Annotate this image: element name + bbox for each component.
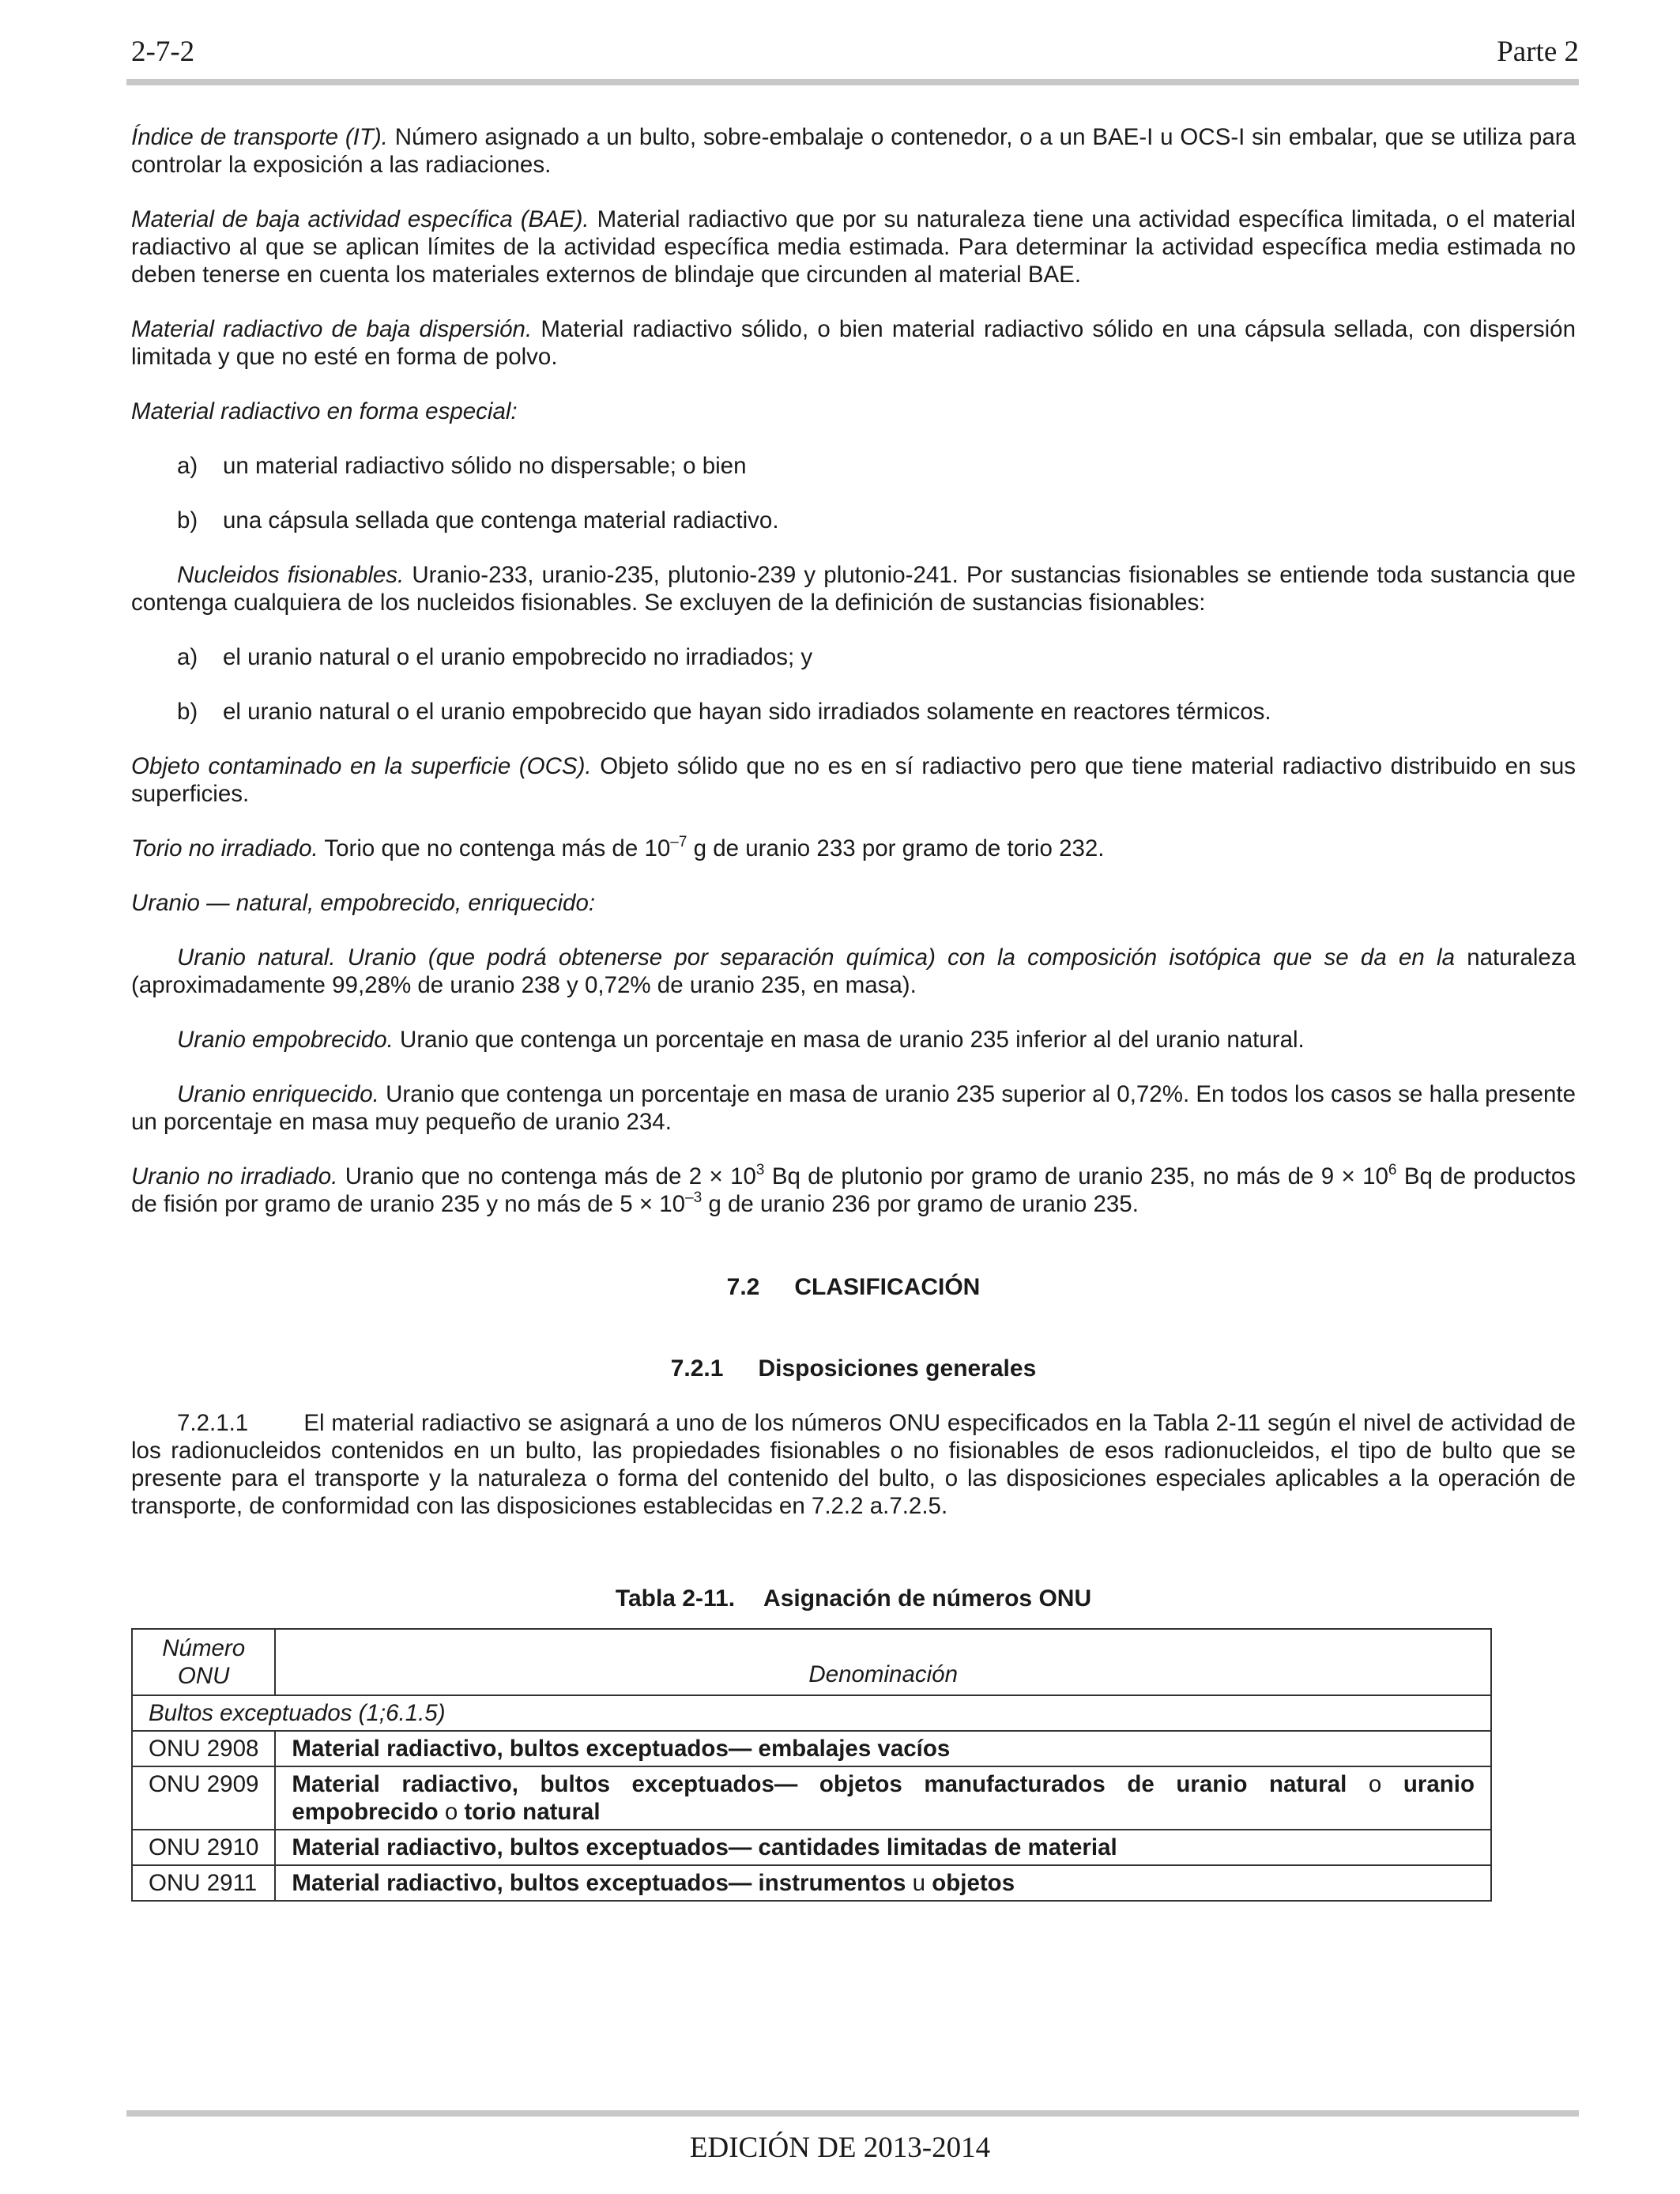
group-label: Bultos exceptuados (1;6.1.5) (132, 1695, 1491, 1731)
item-text: un material radiactivo sólido no dispersable; o bien (223, 453, 747, 479)
description-bold: torio natural (464, 1799, 601, 1825)
description-bold: Material radiactivo, bultos exceptuados— objetos manufacturados de uranio natural (292, 1771, 1347, 1797)
page-number: 2-7-2 (131, 36, 195, 68)
definition-it (131, 123, 1576, 179)
item-text: el uranio natural o el uranio empobrecido no irradiados; y (223, 644, 813, 670)
list-item (131, 643, 1576, 671)
column-header-name: Denominación (275, 1629, 1491, 1695)
table-row (132, 1766, 1491, 1830)
definition-text: Uranio que contenga un porcentaje en masa de uranio 235 superior al 0,72%. En todos los casos se halla presente un porcentaje en masa muy pequeño de uranio 234. (131, 1081, 1576, 1135)
subsection-heading (131, 1355, 1576, 1382)
item-text: el uranio natural o el uranio empobrecido que hayan sido irradiados solamente en reactores térmicos. (223, 699, 1271, 725)
paragraph-7-2-1-1: 7.2.1.1 El material radiactivo se asignará a uno de los números ONU especificados en la Tabla 2-11 según el nivel de actividad de los radionucleidos contenidos en un bulto, las propiedades fisionables o no fisionables de esos radionucleidos, el tipo de bulto que se presente para el transporte y la naturaleza o forma del contenido del bulto, o las disposiciones especiales aplicables a la operación de transporte, de conformidad con las disposiciones establecidas en 7.2.2 a.7.2.5. (131, 1410, 1583, 1519)
onu-number: ONU 2908 (132, 1731, 275, 1766)
description-connector: o (1347, 1771, 1403, 1797)
definition-depleted-uranium (131, 1026, 1576, 1054)
definition-text: Bq de plutonio por gramo de uranio 235, no más de 9 × 10 (764, 1163, 1388, 1189)
item-label: a) (177, 644, 198, 670)
definition-text: naturaleza (aproximadamente 99,28% de uranio 238 y 0,72% de uranio 235, en masa). (131, 944, 1576, 998)
subsection-number: 7.2.1 (670, 1355, 724, 1382)
column-header-number: Número ONU (132, 1629, 275, 1695)
onu-number: ONU 2910 (132, 1830, 275, 1865)
table-row (132, 1830, 1491, 1865)
definition-low-dispersion (131, 315, 1576, 371)
list-item (131, 452, 1576, 480)
definition-text: Uranio que contenga un porcentaje en masa de uranio 235 inferior al del uranio natural. (393, 1027, 1305, 1053)
term: Material de baja actividad específica (BAE). (131, 206, 590, 232)
header-rule (126, 79, 1579, 85)
table-title (131, 1585, 1576, 1612)
term: Material radiactivo de baja dispersión. (131, 316, 533, 342)
term: Objeto contaminado en la superficie (OCS). (131, 753, 592, 779)
description-bold: Material radiactivo, bultos exceptuados— embalajes vacíos (292, 1736, 951, 1762)
description-bold: Material radiactivo, bultos exceptuados— instrumentos (292, 1870, 906, 1896)
exponent: –7 (670, 834, 687, 850)
table-header-row (132, 1629, 1491, 1695)
term: Uranio natural. Uranio (que podrá obtenerse por separación química) con la composición isotópica que se da en la (177, 944, 1455, 971)
table-row (132, 1865, 1491, 1901)
definition-text: g de uranio 233 por gramo de torio 232. (687, 835, 1105, 861)
list-item (131, 698, 1576, 726)
table-row (132, 1731, 1491, 1766)
item-label: a) (177, 453, 198, 479)
definition-unirradiated-uranium (131, 1163, 1576, 1218)
description-connector: o (438, 1799, 465, 1825)
term: Nucleidos fisionables. (177, 562, 405, 588)
term: Torio no irradiado. (131, 835, 318, 861)
page-header (131, 35, 1579, 70)
item-label: b) (177, 699, 198, 725)
list-item (131, 507, 1576, 534)
exponent: 6 (1388, 1162, 1397, 1178)
onu-description (275, 1865, 1491, 1901)
definition-text: Número asignado a un bulto, sobre-embalaje o contenedor, o a un BAE-I u OCS-I sin embalar, que se utiliza para controlar la exposición a las radiaciones. (131, 124, 1576, 178)
section-title: CLASIFICACIÓN (794, 1274, 981, 1300)
table-number: Tabla 2-11. (615, 1585, 736, 1612)
definition-thorium (131, 835, 1576, 862)
definition-text: Objeto sólido que no es en sí radiactivo pero que tiene material radiactivo distribuido en sus superficies. (131, 753, 1576, 807)
definition-text: g de uranio 236 por gramo de uranio 235. (702, 1191, 1139, 1217)
exponent: 3 (755, 1162, 765, 1178)
onu-description (275, 1766, 1491, 1830)
definition-natural-uranium (131, 944, 1576, 999)
definition-uranium-heading: Uranio — natural, empobrecido, enriquecido: (131, 890, 596, 916)
onu-number: ONU 2909 (132, 1766, 275, 1830)
definition-text: Torio que no contenga más de 10 (318, 835, 671, 861)
footer-rule (126, 2110, 1579, 2117)
exponent: –3 (685, 1189, 703, 1206)
definition-fissile (131, 561, 1576, 616)
term: Índice de transporte (IT). (131, 124, 388, 150)
document-body (131, 123, 1583, 1902)
table-caption: Asignación de números ONU (763, 1585, 1092, 1612)
description-bold: uranio empobrecido (292, 1771, 1475, 1825)
subsection-title: Disposiciones generales (758, 1355, 1037, 1382)
description-bold: objetos (932, 1870, 1015, 1896)
term: Uranio empobrecido. (177, 1027, 394, 1053)
onu-description (275, 1731, 1491, 1766)
table-group-row (132, 1695, 1491, 1731)
part-label: Parte 2 (1497, 36, 1579, 68)
onu-description (275, 1830, 1491, 1865)
definition-text: Material radiactivo que por su naturaleza tiene una actividad específica limitada, o el material radiactivo al que se aplican límites de la actividad específica media estimada. Para determinar la actividad específica media estimada no deben tenerse en cuenta los materiales externos de blindaje que circunden al material BAE. (131, 206, 1576, 288)
definition-special-form: Material radiactivo en forma especial: (131, 398, 518, 424)
section-number: 7.2 (726, 1274, 760, 1300)
definition-text: Bq de productos de fisión por gramo de uranio 235 y no más de 5 × 10 (131, 1163, 1576, 1217)
definition-text: Uranio-233, uranio-235, plutonio-239 y plutonio-241. Por sustancias fisionables se entiende toda sustancia que contenga cualquiera de los nucleidos fisionables. Se excluyen de la definición de sustancias fisionables: (131, 562, 1576, 616)
item-text: una cápsula sellada que contenga material radiactivo. (223, 507, 779, 533)
description-bold: Material radiactivo, bultos exceptuados— cantidades limitadas de material (292, 1834, 1117, 1860)
definition-text: Uranio que no contenga más de 2 × 10 (337, 1163, 756, 1189)
section-heading (131, 1273, 1576, 1301)
term: Uranio no irradiado. (131, 1163, 338, 1189)
description-connector: u (906, 1870, 932, 1896)
onu-table (131, 1628, 1492, 1902)
item-label: b) (177, 507, 198, 533)
term: Uranio enriquecido. (177, 1081, 379, 1107)
edition-footer: EDICIÓN DE 2013-2014 (689, 2132, 991, 2164)
definition-enriched-uranium (131, 1080, 1576, 1136)
onu-number: ONU 2911 (132, 1865, 275, 1901)
definition-ocs (131, 752, 1576, 808)
definition-text: Material radiactivo sólido, o bien material radiactivo sólido en una cápsula sellada, con dispersión limitada y que no esté en forma de polvo. (131, 316, 1576, 370)
definition-bae (131, 205, 1576, 288)
